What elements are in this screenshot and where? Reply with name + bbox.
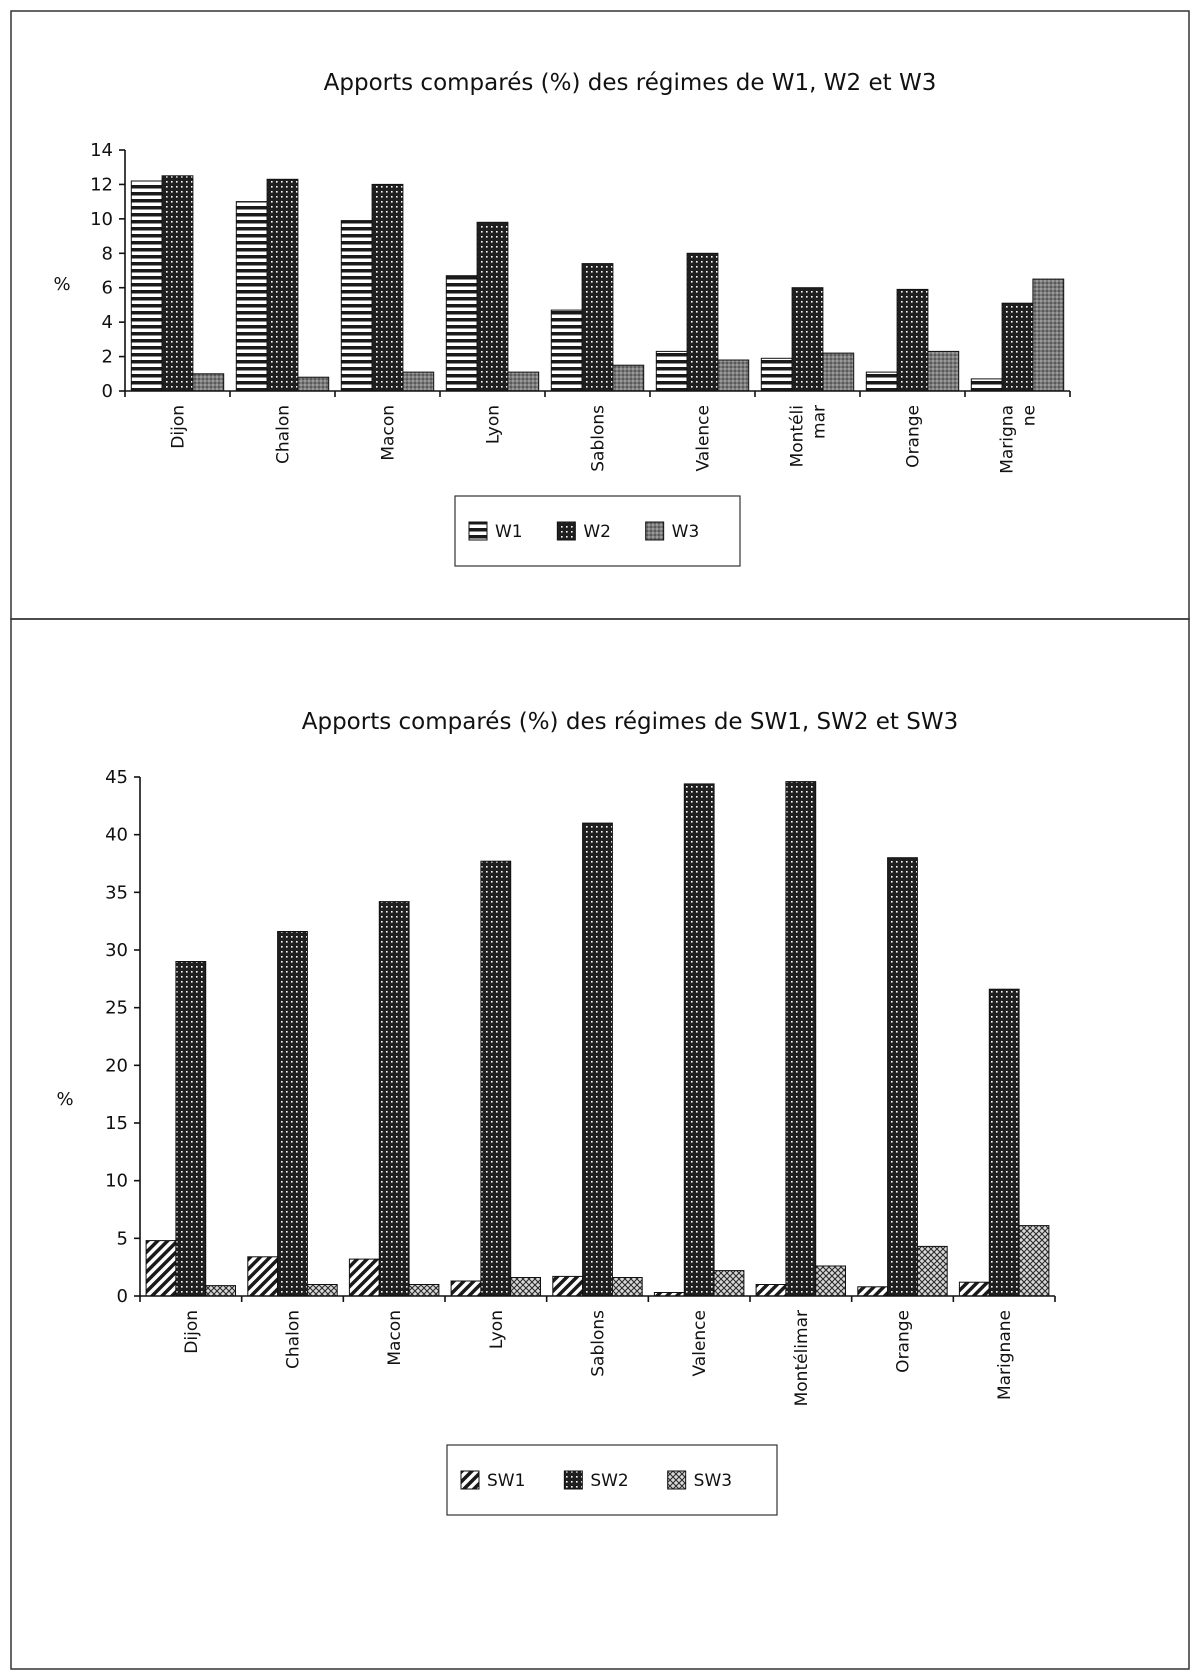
bar-sw3-montelimar <box>816 1266 846 1296</box>
y-tick-label: 2 <box>101 346 113 368</box>
x-category-label-orange: Orange <box>893 1310 914 1373</box>
x-category-label-monteli-mar: Montéli <box>787 405 808 468</box>
bar-sw1-lyon <box>451 1281 481 1296</box>
bar-w1-monteli-mar <box>761 358 792 391</box>
y-tick-label: 14 <box>90 140 113 161</box>
x-category-label-dijon: Dijon <box>181 1310 202 1354</box>
bar-w3-dijon <box>193 374 224 391</box>
bar-sw3-sablons <box>612 1278 642 1297</box>
bar-sw3-macon <box>409 1285 439 1297</box>
figure-svg <box>10 10 1190 1670</box>
y-tick-label: 0 <box>101 381 113 402</box>
bar-w3-marigna-ne <box>1033 279 1064 391</box>
x-category-label-valence: Valence <box>693 405 714 472</box>
x-category-label-montelimar: Montélimar <box>791 1310 812 1407</box>
legend <box>455 496 740 566</box>
x-categories <box>125 391 1070 474</box>
x-category-label-valence: Valence <box>690 1310 711 1377</box>
bar-w2-chalon <box>267 179 298 391</box>
bar-w1-dijon <box>131 181 162 391</box>
y-tick-label: 12 <box>90 174 113 196</box>
figure <box>10 10 1190 1670</box>
legend-label-sw1: SW1 <box>487 1471 526 1491</box>
y-tick-label: 6 <box>101 277 113 299</box>
bar-w2-orange <box>897 289 928 391</box>
y-ticks <box>105 767 140 1307</box>
bar-sw1-dijon <box>146 1241 176 1296</box>
bar-w3-orange <box>928 351 959 391</box>
legend-label-w2: W2 <box>583 522 611 542</box>
bar-sw3-marignane <box>1019 1226 1049 1296</box>
chart-sw <box>56 709 1055 1515</box>
x-category-label-monteli-mar: mar <box>809 405 830 439</box>
y-tick-label: 10 <box>105 1170 128 1192</box>
x-category-label-dijon: Dijon <box>168 405 189 449</box>
legend-label-w1: W1 <box>495 522 523 542</box>
x-categories <box>140 1296 1055 1406</box>
y-tick-label: 10 <box>90 208 113 230</box>
bars-group <box>131 176 1063 391</box>
bar-sw2-dijon <box>176 962 206 1297</box>
bar-w3-sablons <box>613 365 644 391</box>
chart-title: Apports comparés (%) des régimes de SW1, SW2 et SW3 <box>301 709 959 735</box>
x-category-label-sablons: Sablons <box>588 1310 609 1377</box>
bar-sw2-macon <box>379 902 409 1296</box>
legend <box>447 1445 777 1515</box>
chart-w <box>53 70 1070 566</box>
bar-w2-macon <box>372 184 403 391</box>
bar-sw3-chalon <box>307 1285 337 1297</box>
bar-sw2-orange <box>888 858 918 1296</box>
chart-title: Apports comparés (%) des régimes de W1, W2 et W3 <box>323 70 937 96</box>
bar-sw3-dijon <box>206 1286 236 1296</box>
y-tick-label: 30 <box>105 940 128 961</box>
bar-sw2-valence <box>684 784 714 1296</box>
y-tick-label: 20 <box>105 1055 128 1077</box>
legend-swatch-sw3 <box>668 1471 686 1489</box>
bar-sw2-lyon <box>481 861 511 1296</box>
legend-swatch-w2 <box>557 522 575 540</box>
bar-sw1-sablons <box>553 1276 583 1296</box>
bar-w1-lyon <box>446 276 477 391</box>
bar-w2-monteli-mar <box>792 288 823 391</box>
y-tick-label: 35 <box>105 882 128 904</box>
bar-sw3-valence <box>714 1271 744 1296</box>
bar-w1-valence <box>656 351 687 391</box>
legend-label-sw3: SW3 <box>693 1471 733 1491</box>
bar-sw3-lyon <box>511 1278 541 1297</box>
x-category-label-marigna-ne: ne <box>1019 405 1040 427</box>
y-tick-label: 8 <box>101 243 113 265</box>
x-category-label-lyon: Lyon <box>486 1310 507 1350</box>
x-category-label-orange: Orange <box>903 405 924 468</box>
y-ticks <box>90 140 125 402</box>
x-category-label-macon: Macon <box>378 405 399 461</box>
bar-w3-valence <box>718 360 749 391</box>
bar-sw2-marignane <box>989 989 1019 1296</box>
x-category-label-chalon: Chalon <box>283 1310 304 1369</box>
bar-w1-sablons <box>551 310 582 391</box>
bar-sw1-montelimar <box>756 1285 786 1297</box>
y-tick-label: 45 <box>105 767 128 788</box>
bar-w2-lyon <box>477 222 508 391</box>
bar-w1-marigna-ne <box>971 379 1002 391</box>
bar-sw3-orange <box>917 1246 947 1296</box>
legend-label-sw2: SW2 <box>590 1471 629 1491</box>
legend-swatch-w1 <box>469 522 487 540</box>
bar-w2-valence <box>687 253 718 391</box>
legend-swatch-w3 <box>646 522 664 540</box>
x-category-label-sablons: Sablons <box>588 405 609 472</box>
legend-swatch-sw1 <box>461 1471 479 1489</box>
y-axis-label: % <box>53 274 71 295</box>
y-tick-label: 5 <box>116 1228 128 1250</box>
bar-w2-sablons <box>582 264 613 391</box>
bar-w2-dijon <box>162 176 193 391</box>
y-tick-label: 4 <box>101 312 113 334</box>
x-category-label-marigna-ne: Marigna <box>997 405 1018 474</box>
x-category-label-macon: Macon <box>385 1310 406 1366</box>
bar-sw2-chalon <box>278 932 308 1297</box>
bar-sw2-montelimar <box>786 782 816 1296</box>
x-category-label-lyon: Lyon <box>483 405 504 445</box>
legend-swatch-sw2 <box>564 1471 582 1489</box>
x-category-label-marignane: Marignane <box>995 1310 1016 1401</box>
bar-w3-macon <box>403 372 434 391</box>
bar-sw1-marignane <box>959 1282 989 1296</box>
bar-w3-lyon <box>508 372 539 391</box>
bar-w1-chalon <box>236 202 267 391</box>
y-axis-label: % <box>56 1089 74 1110</box>
bar-sw1-orange <box>858 1287 888 1296</box>
y-tick-label: 0 <box>116 1286 128 1307</box>
bar-sw1-chalon <box>248 1257 278 1296</box>
bar-sw2-sablons <box>583 823 613 1296</box>
legend-label-w3: W3 <box>671 522 700 542</box>
bar-sw1-macon <box>349 1259 379 1296</box>
bar-w2-marigna-ne <box>1002 303 1033 391</box>
x-category-label-chalon: Chalon <box>273 405 294 464</box>
bar-w1-macon <box>341 221 372 391</box>
y-tick-label: 40 <box>105 824 128 846</box>
bar-w3-monteli-mar <box>823 353 854 391</box>
y-tick-label: 25 <box>105 997 128 1019</box>
bar-w1-orange <box>866 372 897 391</box>
bar-w3-chalon <box>298 377 329 391</box>
bars-group <box>146 782 1049 1296</box>
y-tick-label: 15 <box>105 1113 128 1134</box>
